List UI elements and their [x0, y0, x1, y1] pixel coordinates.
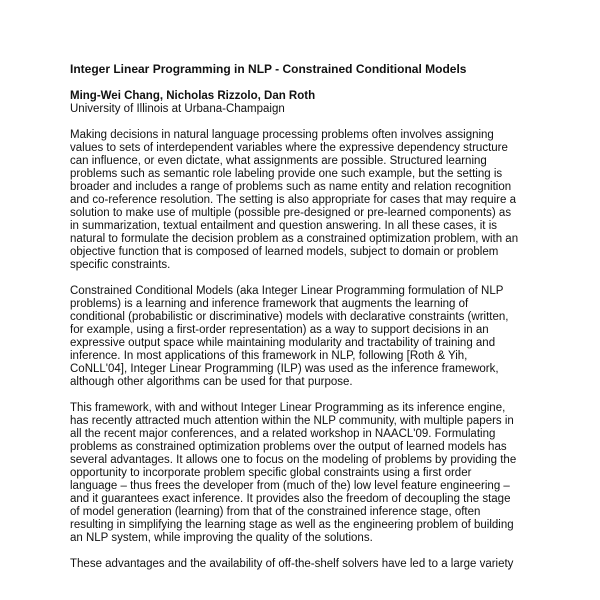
body-paragraph [70, 129, 540, 272]
paragraph-line: in summarization, textual entailment and question answering. In all these cases, it is [70, 220, 497, 232]
document-title: Integer Linear Programming in NLP - Constrained Conditional Models [70, 62, 467, 76]
paragraph-line: language – thus frees the developer from (much of the) low level feature engineering – [70, 480, 510, 492]
document-affiliation: University of Illinois at Urbana-Champaign [70, 103, 285, 115]
paragraph-line: This framework, with and without Integer Linear Programming as its inference engine, [70, 402, 506, 414]
paragraph-line: CoNLL'04], Integer Linear Programming (ILP) was used as the inference framework, [70, 363, 499, 375]
paragraph-line: inference. In most applications of this framework in NLP, following [Roth & Yih, [70, 350, 468, 362]
document-body [70, 129, 540, 571]
paragraph-line: of model generation (learning) from that of the constrained inference stage, often [70, 506, 481, 518]
paragraph-line: although other algorithms can be used for that purpose. [70, 376, 353, 388]
paragraph-line: resulting in simplifying the learning stage as well as the engineering problem of building [70, 519, 514, 531]
paragraph-line: and co-reference resolution. The setting is also appropriate for cases that may require a [70, 194, 516, 206]
paragraph-line: These advantages and the availability of off-the-shelf solvers have led to a large variety [70, 558, 514, 570]
body-paragraph [70, 285, 540, 389]
document-authors: Ming-Wei Chang, Nicholas Rizzolo, Dan Roth [70, 90, 316, 102]
paragraph-line: and it guarantees exact inference. It provides also the freedom of decoupling the stage [70, 493, 511, 505]
paragraph-line: all the recent major conferences, and a related workshop in NAACL'09. Formulating [70, 428, 496, 440]
paragraph-line: broader and includes a range of problems such as name entity and relation recognition [70, 181, 512, 193]
paragraph-line: several advantages. It allows one to focus on the modeling of problems by providing the [70, 454, 517, 466]
paragraph-line: has recently attracted much attention within the NLP community, with multiple papers in [70, 415, 514, 427]
paragraph-line: expressive output space while maintaining modularity and tractability of training and [70, 337, 496, 349]
paragraph-line: problems such as semantic role labeling provide one such example, but the setting is [70, 168, 503, 180]
paragraph-line: problems as constrained optimization problems over the output of learned models has [70, 441, 507, 453]
paragraph-line: objective function that is composed of learned models, subject to domain or problem [70, 246, 499, 258]
paragraph-line: opportunity to incorporate problem specific global constraints using a first order [70, 467, 472, 479]
paragraph-line: Making decisions in natural language processing problems often involves assigning [70, 129, 494, 141]
paragraph-line: conditional (probabilistic or discriminative) models with declarative constraints (written, [70, 311, 509, 323]
paragraph-line: specific constraints. [70, 259, 171, 271]
body-paragraph [70, 558, 540, 571]
paragraph-line: values to sets of interdependent variables where the expressive dependency structure [70, 142, 508, 154]
body-paragraph [70, 402, 540, 545]
paragraph-line: for example, using a first-order representation) as a way to support decisions in an [70, 324, 489, 336]
paragraph-line: natural to formulate the decision problem as a constrained optimization problem, with an [70, 233, 519, 245]
paragraph-line: Constrained Conditional Models (aka Integer Linear Programming formulation of NLP [70, 285, 504, 297]
paragraph-line: can influence, or even dictate, what assignments are possible. Structured learning [70, 155, 487, 167]
paragraph-line: an NLP system, while improving the quality of the solutions. [70, 532, 373, 544]
paragraph-line: solution to make use of multiple (possible pre-designed or pre-learned components) as [70, 207, 512, 219]
paragraph-line: problems) is a learning and inference framework that augments the learning of [70, 298, 469, 310]
document-page [70, 62, 540, 584]
